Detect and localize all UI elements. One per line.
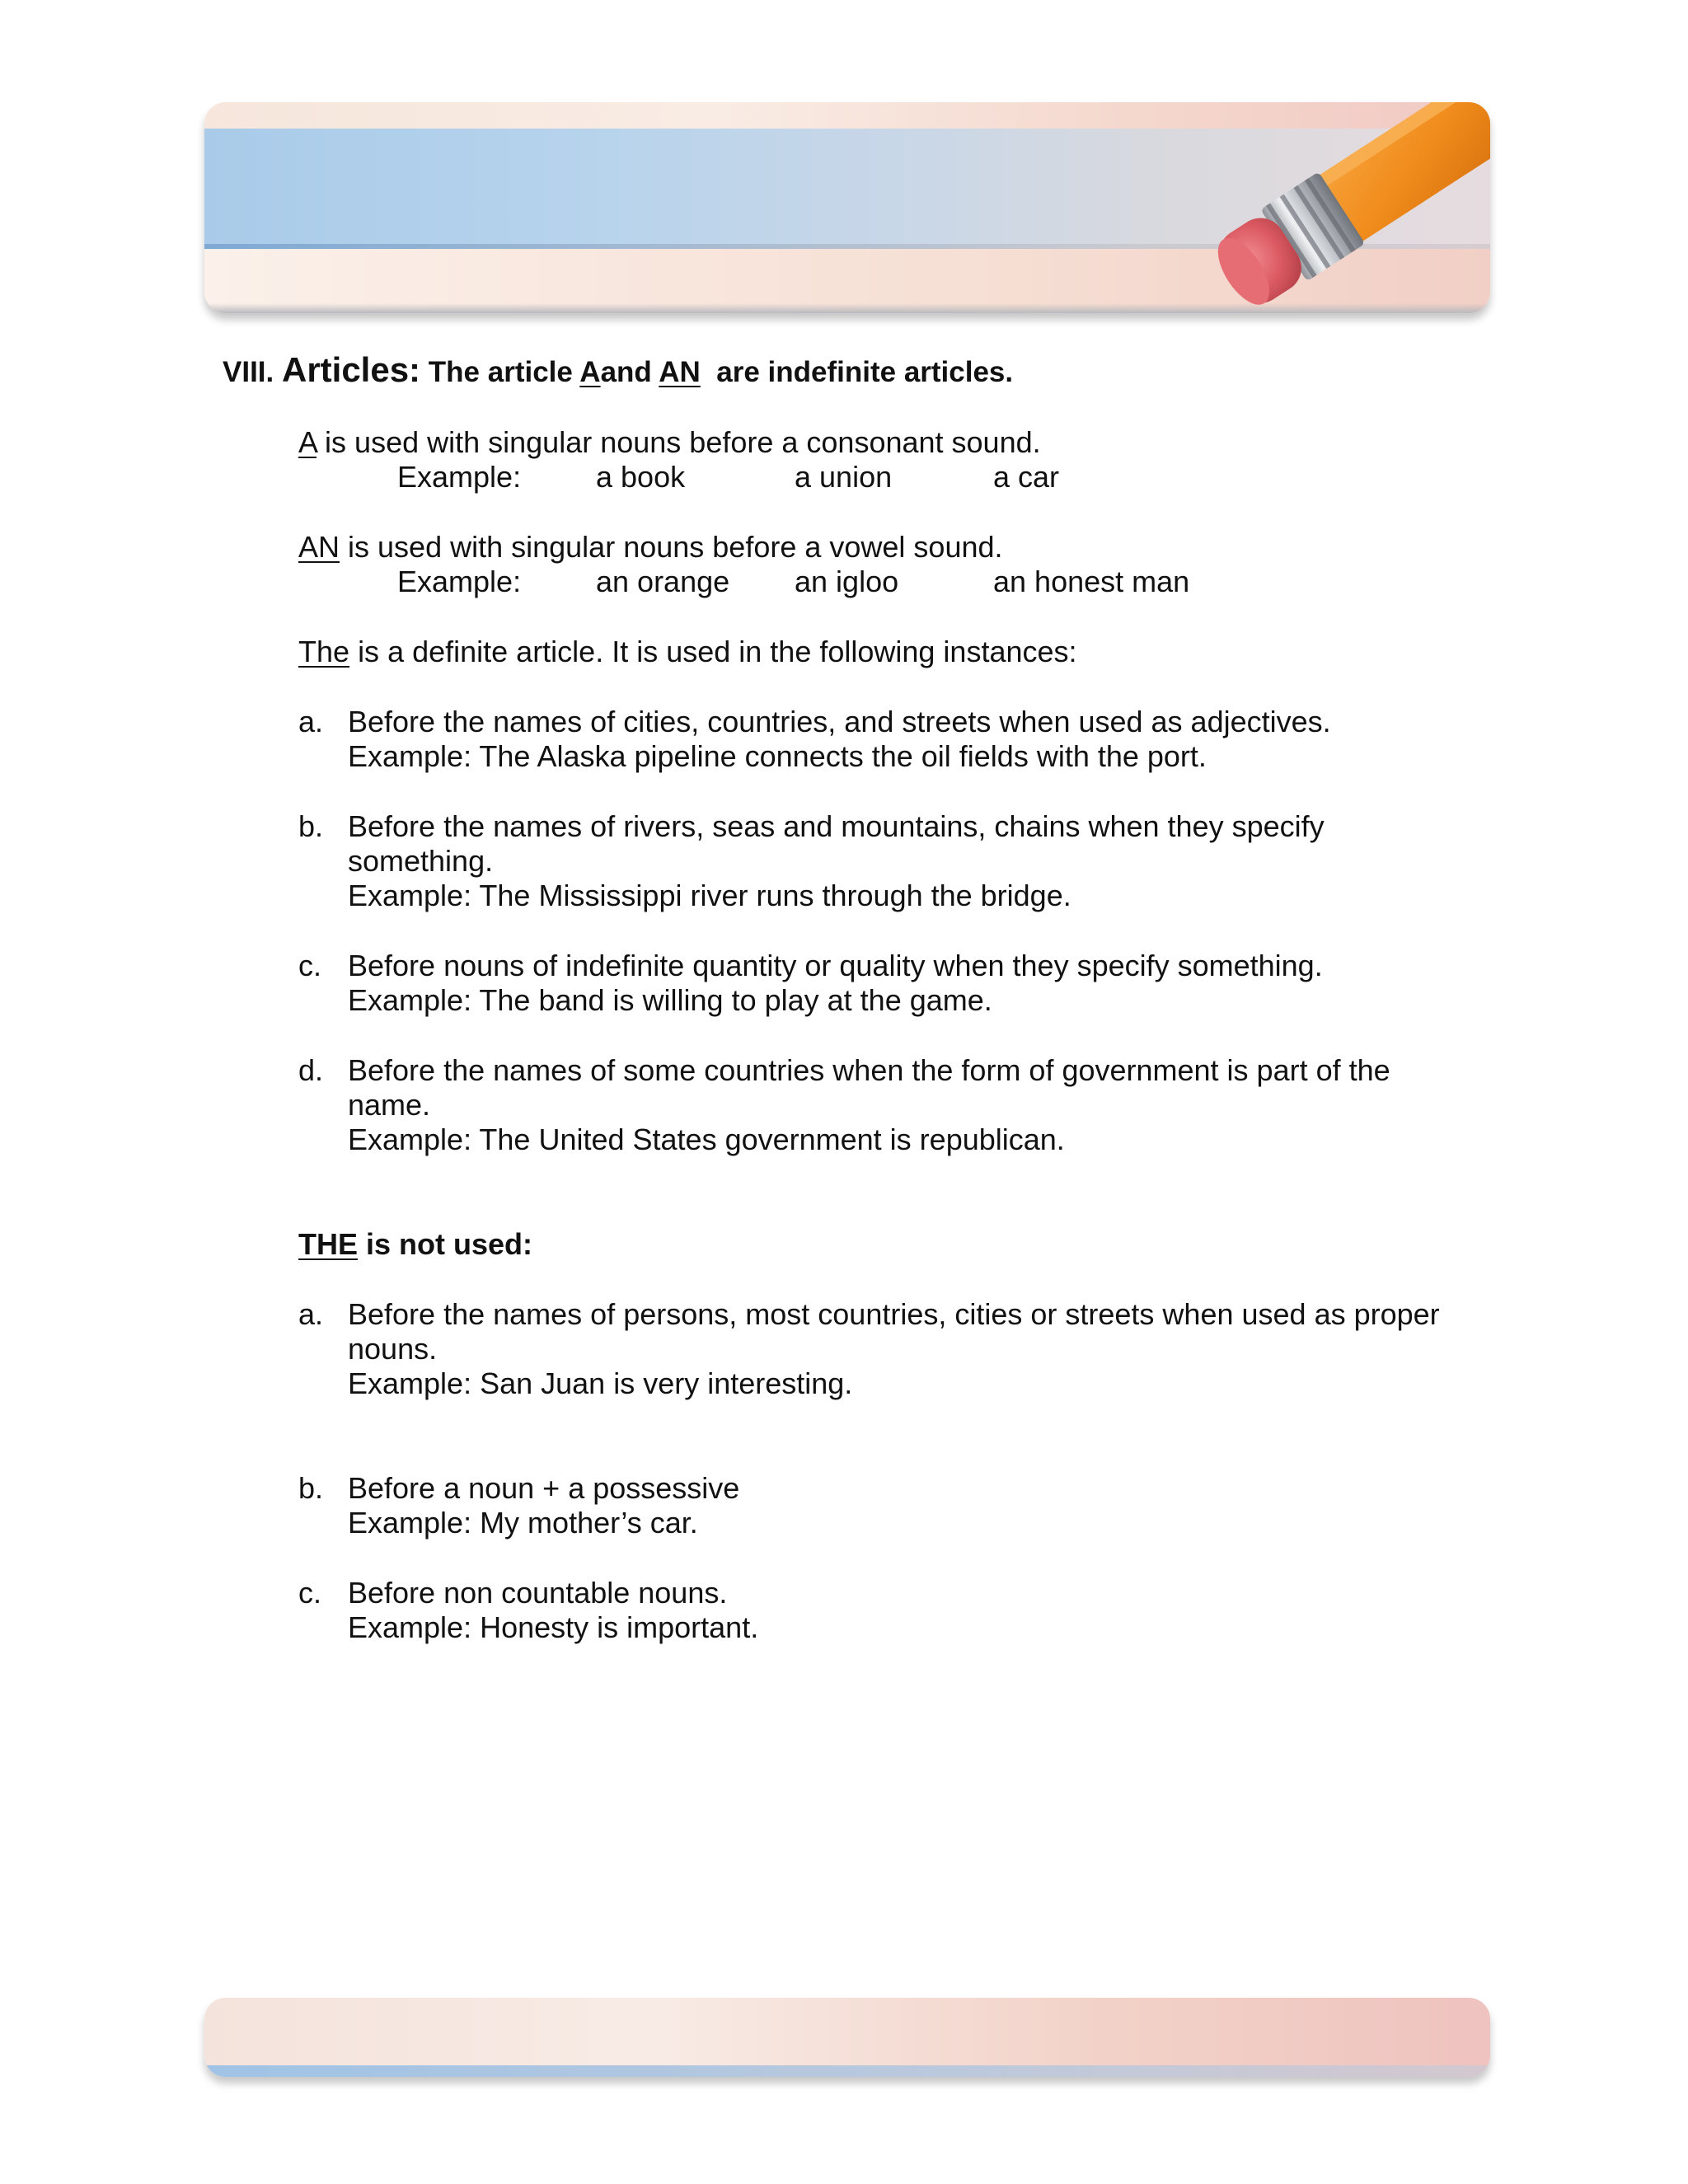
an-rule-term: AN <box>298 530 340 564</box>
list-item-text: name. <box>348 1088 431 1122</box>
list-item-text: Before the names of some countries when the form of government is part of the <box>348 1053 1390 1087</box>
a-rule-example-label: Example: <box>397 460 522 494</box>
list-marker: b. <box>298 809 324 843</box>
a-rule <box>298 425 1041 460</box>
section-numeral: VIII. <box>223 356 274 388</box>
list-item-example: Example: The Alaska pipeline connects the oil fields with the port. <box>348 739 1207 773</box>
list-item-example: Example: San Juan is very interesting. <box>348 1366 853 1400</box>
list-item-text: Before non countable nouns. <box>348 1576 728 1610</box>
list-item-text: Before the names of cities, countries, and streets when used as adjectives. <box>348 705 1331 738</box>
heading-text-before: The article <box>428 356 573 388</box>
an-rule <box>298 530 1003 565</box>
list-item-example: Example: My mother’s car. <box>348 1506 698 1540</box>
list-marker: c. <box>298 1576 322 1610</box>
list-item-text: Before a noun + a possessive <box>348 1471 740 1505</box>
list-item-example: Example: The band is willing to play at the game. <box>348 983 992 1017</box>
list-item-example: Example: The Mississippi river runs through the bridge. <box>348 879 1071 912</box>
the-not-used-text: is not used: <box>366 1227 533 1261</box>
list-item-text: Before nouns of indefinite quantity or quality when they specify something. <box>348 949 1323 982</box>
the-not-used-heading <box>298 1227 532 1262</box>
section-title: Articles: <box>281 350 421 389</box>
list-item-text: something. <box>348 844 494 878</box>
list-item-example: Example: Honesty is important. <box>348 1610 759 1644</box>
an-rule-text: is used with singular nouns before a vowel sound. <box>348 530 1003 564</box>
heading-article-an: AN <box>659 356 701 388</box>
the-intro-text: is a definite article. It is used in the following instances: <box>358 635 1077 668</box>
an-rule-example-1: an orange <box>596 565 730 598</box>
list-item-text: nouns. <box>348 1332 438 1366</box>
list-marker: a. <box>298 705 324 738</box>
the-intro-term: The <box>298 635 350 668</box>
heading-conj: and <box>600 356 652 388</box>
a-rule-text: is used with singular nouns before a consonant sound. <box>325 425 1041 459</box>
an-rule-example-label: Example: <box>397 565 522 598</box>
the-intro <box>298 635 1077 669</box>
a-rule-example-2: a union <box>795 460 893 494</box>
heading-text-after: are indefinite articles. <box>716 356 1014 388</box>
a-rule-example-3: a car <box>993 460 1060 494</box>
an-rule-example-2: an igloo <box>795 565 899 598</box>
list-item-text: Before the names of rivers, seas and mountains, chains when they specify <box>348 809 1325 843</box>
section-heading <box>223 350 1014 390</box>
list-item-text: Before the names of persons, most countries, cities or streets when used as proper <box>348 1297 1440 1331</box>
list-marker: d. <box>298 1053 324 1087</box>
list-marker: b. <box>298 1471 324 1505</box>
list-item-example: Example: The United States government is republican. <box>348 1122 1065 1156</box>
a-rule-example-1: a book <box>596 460 686 494</box>
a-rule-term: A <box>298 425 317 459</box>
list-marker: c. <box>298 949 322 982</box>
heading-article-a: A <box>579 356 601 388</box>
list-marker: a. <box>298 1297 324 1331</box>
the-not-used-term: THE <box>298 1227 358 1261</box>
an-rule-example-3: an honest man <box>993 565 1190 598</box>
